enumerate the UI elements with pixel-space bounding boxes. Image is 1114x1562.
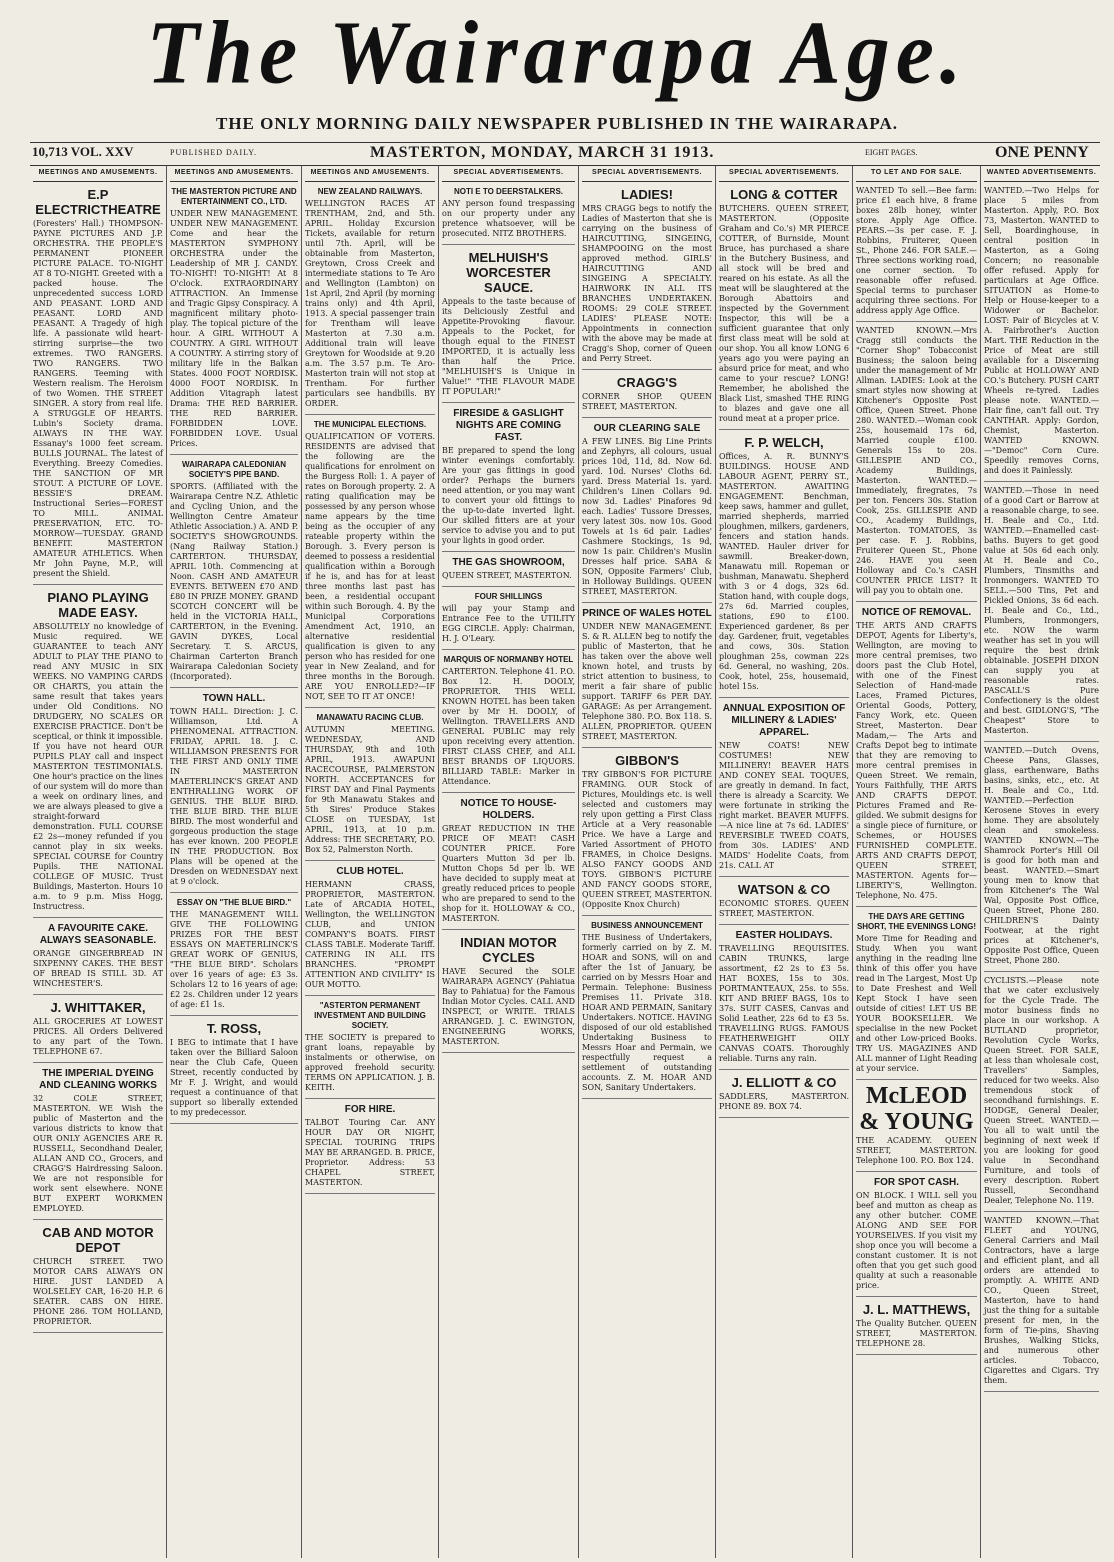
ad-heading: FOUR SHILLINGS [474,592,543,601]
column-2 [167,166,302,1558]
ad-text: WANTED.—Two Helps for place 5 miles from Masterton. Apply, P.O. Box 73, Masterton. WANTED to Sell, Boardinghouse, in central position in Masterton, as a Going Concern; no reasonable offer refused. Apply for particulars at Age Office. SITUATION as Home-to Help or House-keeper to a Widower or Bachelor. LOST: Pair of Bicycles at V. A. Fairbrother's Auction Mart. THE Reduction in the Price of Meat are still available for a Discerning Public at HOLLOWAY AND CO.'s Butchery. PUSH CART Wheels re-tyred. Ladies please note. WANTED.—Hair fine, can't fall out. Try CANTHAR. Apply: Gordon, Chemist, Masterton. WANTED KNOWN.—"Democ" Corn Cure. Speedily removes Corns, and does it Painlessly. [984,186,1099,475]
ad-text: WANTED.—Those in need of a good Cart or Barrow at a reasonable charge, to see. H. Beale and Co., Ltd. WANTED.—Enamelled cast-baths. Buyers to get good value at 50s 6d each only. At H. Beale and Co., Plumbers, Tinsmiths and Ironmongers. WANTED TO SELL.—500 Tins, Pet and Pickled Onions, 3s 6d each. H. Beale and Co., Ltd., Plumbers, Ironmongers, etc. NOW the warm weather has set in you will require the best drink obtainable. JOSEPH DIXON can supply you at reasonable rates. PASCALL'S Pure Confectionery is the oldest and best. GIDLONG'S, "The Cheapest" Store to Masterton. [984,486,1099,735]
ad-text: A FEW LINES. Big Line Prints and Zephyrs, all colours, usual prices 10d, 11d, 8d. Now 6d. yard. 10d. Nurses' Cloths 6d. yard. Dress Material 1s. yard. Children's Linen Collars 9d. now 3d. Ladies' Pinafores 9d each. Ladies' Tussore Dresses, very latest 30s. now 10s. Good Towels at 1s 6d pair. Ladies' Cashmere Stockings, 1s 9d, now 1s pair. Children's Muslin Dresses half price. SABA & SON, Opposite Farmers' Club, in Holloway Buildings. QUEEN STREET, MASTERTON. [582,437,712,596]
ad-text: Appeals to the taste because of its Deliciously Zestful and Appetite-Provoking flavour. Appeals to the Pocket, for though equal to the FINEST IMPORTED, it is actually less than half the Price. "MELHUISH'S is Unique in Value!" "THE FLAVOUR MADE IT POPULAR!" [442,297,575,396]
ad-heading: ESSAY ON "THE BLUE BIRD." [176,898,292,907]
ad-block [719,182,849,430]
ad-block [305,182,435,415]
column-heading: SPECIAL ADVERTISEMENTS. [719,166,849,182]
ad-block [442,245,575,403]
ad-heading: OUR CLEARING SALE [593,423,701,434]
ad-block [33,182,163,585]
ad-text: The Quality Butcher. QUEEN STREET, MASTERTON. TELEPHONE 28. [856,1319,977,1348]
ad-block [442,182,575,245]
ad-block [719,877,849,925]
column-3 [302,166,439,1558]
ad-heading: CAB AND MOTOR DEPOT [42,1225,154,1255]
ad-block [856,602,977,907]
ad-block [305,708,435,861]
ad-text: ON BLOCK. I WILL sell you beef and mutton as cheap as any other butcher. COME ALONG AND SEE FOR YOURSELVES. If you visit my shop once you will become a constant customer. It is not often that you get such good quality at such a reasonable price. [856,1191,977,1290]
ad-heading: GIBBON'S [615,753,679,768]
published-daily: PUBLISHED DAILY. [170,148,258,157]
ad-block [582,916,712,1099]
ad-text: THE Business of Undertakers, formerly carried on by Z. M. HOAR and SONS, will on and after the 1st of January, be carried on by Messrs Hoar and Permain. Telephone: Business Premises 11. Private 318. HOAR AND PERMAIN, Sanitary Undertakers. NOTICE. HAVING disposed of our old established Undertaking Business to Messrs Hoar and Permain, we respectfully request a settlement of outstanding accounts. Z. M. HOAR AND SON, Sanitary Undertakers. [582,933,712,1092]
ad-block [856,182,977,322]
ad-block [856,907,977,1080]
ad-heading: NOTI E TO DEERSTALKERS. [453,187,564,196]
ad-heading: LONG & COTTER [730,187,838,202]
ad-heading: NOTICE OF REMOVAL. [861,607,972,618]
ad-text: ANY person found trespassing on our property under any pretence whatsoever, will be prosecuted. NITZ BROTHERS. [442,199,575,238]
price: ONE PENNY [995,144,1089,161]
ad-heading: THE MUNICIPAL ELECTIONS. [313,420,427,429]
ad-text: ORANGE GINGERBREAD IN SIXPENNY CAKES. THE BEST OF BREAD IS STILL 3D. AT WINCHESTER'S. [33,949,163,988]
ad-text: TRY GIBBON'S FOR PICTURE FRAMING. OUR Stock of Pictures, Mouldings etc. is well selected and customers may rely upon getting a First Class Article at a Very reasonable Price. We have a Large and Varied Assortment of PHOTO FRAMES, in Choice Designs. ALSO FANCY GOODS AND TOYS. GIBBON'S PICTURE AND FANCY GOODS STORE, QUEEN STREET, MASTERTON. (Opposite Knox Church) [582,770,712,909]
ad-text: More Time for Reading and Study. When you want anything in the reading line think of this offer you have read in The Largest, Most Up to Date Freshest and Well Kept Stock I have seen outside of cities! LET US BE YOUR BOOKSELLER. We specialise in the new Pocket and other Low-priced Books. TRY US. MAGAZINES AND ALL manner of Light Reading at your service. [856,934,977,1073]
ad-block [442,793,575,930]
ad-text: THE ACADEMY. QUEEN STREET, MASTERTON. Telephone 100. P.O. Box 124. [856,1136,977,1165]
column-7 [853,166,981,1558]
ad-heading: MARQUIS OF NORMANBY HOTEL [443,655,574,664]
ad-block [984,1212,1099,1392]
ad-heading: FIRESIDE & GASLIGHT NIGHTS ARE COMING FAST. [453,408,564,443]
newspaper-subtitle: THE ONLY MORNING DAILY NEWSPAPER PUBLISHED IN THE WAIRARAPA. [215,114,899,133]
ad-block [984,972,1099,1212]
place-date: MASTERTON, MONDAY, MARCH 31 1913. [370,144,715,161]
ad-text: ALL GROCERIES AT LOWEST PRICES. All Orders Delivered to any part of the Town. TELEPHONE 67. [33,1017,163,1056]
ad-block [984,482,1099,742]
ad-text: MRS CRAGG begs to notify the Ladies of Masterton that she is carrying on the business of HAIRCUTTING, SINGEING, SHAMPOOING on the most approved method. GIRLS' HAIRCUTTING AND SINGEING A SPECIALTY. HAIRWORK IN ALL ITS BRANCHES UNDERTAKEN. ROOMS: 29 COLE STREET. LADIES' PLEASE NOTE: Appointments in connection with the above may be made at Cragg's Shop, corner of Queen and Perry Street. [582,204,712,363]
ad-heading: THE MASTERTON PICTURE AND ENTERTAINMENT CO., LTD. [171,187,297,206]
ad-block [33,995,163,1063]
ad-text: will pay your Stamp and Entrance Fee to the UTILITY EGG CIRCLE. Apply: Chairman, H. J. O'Leary. [442,604,575,643]
ad-text: THE MANAGEMENT WILL GIVE THE FOLLOWING PRIZES FOR THE BEST ESSAYS ON MAETERLINCK'S GREAT WORK OF GENIUS, "THE BLUE BIRD". Scholars over 16 years of age: £3 3s. Scholars 12 to 16 years of age: £2 2s. Children under 12 years of age: £1 1s. [170,910,298,1009]
column-1 [30,166,167,1558]
ad-block [170,688,298,893]
ad-text: AUTUMN MEETING. WEDNESDAY, AND THURSDAY, 9th and 10th APRIL, 1913. AWAPUNI RACECOURSE, PALMERSTON NORTH. ACCEPTANCES for FIRST DAY and Final Payments for 9th Manawatu Stakes and 5th Sires' Produce Stakes CLOSE on TUESDAY, 1st APRIL, 1913, at 10 p.m. Address: THE SECRETARY, P.O. Box 52, Palmerston North. [305,725,435,854]
ad-text: WANTED KNOWN.—That FLEET and YOUNG, General Carriers and Mail Contractors, have a large and efficient plant, and all orders are attended to promptly. A. WHITE AND CO., Queen Street, Masterton, have to hand just the thing for a suitable present for men, in the form of Tie-pins, Shaving Brushes, Walking Sticks, and numerous other articles. Tobacco, Cigarettes and Cigars. Try them. [984,1216,1099,1385]
ad-text: BUTCHERS. QUEEN STREET, MASTERTON. (Opposite Graham and Co.'s) MR PIERCE COTTER, of Burnside, Mount Bruce, has purchased a share in the Butchery Business, and all stock will be bred and reared on his estate. As all the meat will be slaughtered at the Borough Abattoirs and inspected by the Government Inspector, this will be a sufficient guarantee that only first class meat will be sold at our shop. You all know LONG 6 years ago you were paying an absurd price for meat, and who came to your rescue? LONG! Remember, he abolished the Black List, smashed THE RING to blazes and gave one all round meat at a proper price. [719,204,849,423]
column-heading: WANTED ADVERTISEMENTS. [984,166,1099,182]
ad-block [442,650,575,793]
ad-block [305,861,435,996]
ad-block [170,182,298,455]
ad-heading: E.P ELECTRICTHEATRE [35,187,161,217]
ad-text: WELLINGTON RACES AT TRENTHAM, 2nd, and 5th. APRIL. Holiday Excursion Tickets, available for return until 7th. April, will be obtainable from Masterton, Greytown, Cross Creek and intermediate stations to Te Aro and Wellington (Lambton) on 1st April, 2nd April (by morning trains only) and 4th April, 1913. A special passenger train for Trentham will leave Masterton at 7.30 a.m. Additional train will leave Greytown for Woodside at 9.20 a.m. The 3.57 p.m. Te Aro-Masterton train will not stop at Trentham. For further particulars see handbills. BY ORDER. [305,199,435,408]
ad-text: CORNER SHOP. QUEEN STREET, MASTERTON. [582,392,712,411]
ad-block [442,587,575,650]
ad-heading: NOTICE TO HOUSE-HOLDERS. [460,798,557,821]
column-heading: TO LET AND FOR SALE. [856,166,977,182]
ad-block [305,415,435,708]
ad-heading: F. P. WELCH, [744,435,824,450]
ad-block [582,370,712,418]
ad-text: UNDER NEW MANAGEMENT. S. & R. ALLEN beg to notify the public of Masterton, that he has taken over the above well known hotel, and trusts by strict attention to business, to merit a fair share of public support. TARIFF 6s PER DAY. GARAGE: As per Arrangement. Telephone 380. P.O. Box 118. S. ALLEN, PROPRIETOR. QUEEN STREET, MASTERTON. [582,622,712,741]
ad-text: QUEEN STREET, MASTERTON. [442,571,572,580]
ad-heading: MANAWATU RACING CLUB. [316,713,424,722]
newspaper-title: The Wairarapa Age. [146,1,968,103]
ad-block [856,322,977,602]
ad-text: CHURCH STREET. TWO MOTOR CARS ALWAYS ON HIRE. JUST LANDED A WOLSELEY CAR, 16-20 H.P. 6 SEATER. CABS ON HIRE. PHONE 286. TOM HOLLAND, PROPRIETOR. [33,1257,163,1326]
ad-block [442,552,575,587]
column-heading: SPECIAL ADVERTISEMENTS. [582,166,712,182]
ad-text: 32 COLE STREET, MASTERTON. WE Wish the public of Masterton and the various districts to know that OUR ONLY AGENCIES ARE R. RUSSELL, Secondhand Dealer, ALLAN AND CO., Grocers, and CRAGG'S Hairdressing Saloon. We are not responsible for work sent elsewhere. NONE BUT EXPERT WORKMEN EMPLOYED. [33,1094,163,1213]
ad-block [33,1220,163,1333]
ad-block [33,585,163,918]
column-4 [439,166,579,1558]
column-6 [716,166,853,1558]
ad-heading: NEW ZEALAND RAILWAYS. [317,187,423,196]
ad-text: Offices, A. R. BUNNY'S BUILDINGS. HOUSE AND LABOUR AGENT, PERRY ST., MASTERTON. AWAITING ENGAGEMENT. Benchman, keep saws, hammer and gullet, married shepherds, married ploughmen, milkers, gardeners, fencers and station hands. WANTED. Hauler driver for sawmill. Breaker-down, Manawatu mill. Ropeman or bushman, Manawatu. Shepherd with 3 or 4 dogs, 32s 6d. Station hand, with couple dogs, 27s 6d. Married couples, stations, £90 to £100. Experienced gardener, 8s per day. Gardener, fruit, vegetables and cows, 30s. Station ploughman 25s, cowman 22s 6d. General, no washing, 20s. Cook, hotel, 25s, housemaid, hotel 15s. [719,452,849,691]
ad-text: TRAVELLING REQUISITES. CABIN TRUNKS, large assortment, £2 2s to £3 5s. HAT BOXES, 15s to 30s. PORTMANTEAUX, 25s. to 55s. KIT AND BRIEF BAGS, 10s to 37s. SUIT CASES, Canvas and Solid Leather, 22s 6d to £3 5s. TRAVELLING RUGS. FAMOUS FEATHERWEIGHT OILY CANVAS COATS. Thoroughly reliable. Turns any rain. [719,944,849,1063]
column-5 [579,166,716,1558]
ad-text: HAVE Secured the SOLE WAIRARAPA AGENCY (Pahiatua Bay to Pahiatua) for the Famous Indian Motor Cycles. CALL AND INSPECT, or WRITE. TRIALS ARRANGED. J. C. EWINGTON, ENGINEERING WORKS, MASTERTON. [442,967,575,1046]
ad-block [719,925,849,1070]
dateline-bar [30,142,1100,166]
ad-block [984,182,1099,482]
ad-block [305,996,435,1099]
ad-text: TOWN HALL. Direction: J. C. Williamson, Ltd. A PHENOMENAL ATTRACTION. FRIDAY, APRIL 18. J. C. WILLIAMSON PRESENTS FOR THE FIRST AND ONLY TIME IN MASTERTON MAETERLINCK'S GREAT AND ENTHRALLING WORK OF GENIUS. THE BLUE BIRD. THE BLUE BIRD. THE BLUE BIRD. The most wonderful and gorgeous production the stage has ever known. 200 PEOPLE IN THE PRODUCTION. Box Plans will be opened at the Dresden on WEDNESDAY next at 9 o'clock. [170,707,298,886]
ad-heading: CRAGG'S [616,375,678,390]
ad-text: (Foresters' Hall.) THOMPSON-PAYNE PICTURES AND J.P. ORCHESTRA. THE PEOPLE'S PERMANENT PIONEER PICTURE PALACE. TO-NIGHT AT 8 TO-NIGHT. Greeted with a packed house. The unprecedented success LORD AND PEASANT. LORD AND PEASANT. LORD AND PEASANT. A Tragedy of high life. A passionate wild heart-stirring surprise—the two extremes. TWO RANGERS. TWO RANGERS. TWO RANGERS. Teeming with Western realism. The Heroism of two Women. THE STREET SINGER. A story from real life. A STRUGGLE OF HEARTS. Lubin's Society drama. ALWAYS IN THE WAY. Essanay's 1000 feet scream. BULLS JOURNAL. The latest of Everything. Breezy Comedies. THE SANCTION OF MR STOUT. A PICTURE OF LOVE. BESSIE'S DREAM. Instructional Series—FOREST TO MILL. ANIMAL PRESERVATION, ETC. TO-MORROW—TUESDAY. GRAND BENEFIT. MASTERTON AMATEUR ATHLETICS. When Mr John Payne, M.P., will present the Shield. [33,219,163,578]
column-heading: MEETINGS AND AMUSEMENTS. [33,166,163,182]
ad-heading: WAIRARAPA CALEDONIAN SOCIETY'S PIPE BAND. [182,460,286,479]
ad-text: WANTED.—Dutch Ovens, Cheese Pans, Glasses, glass, earthenware, Baths basins, sinks, etc., etc. At H. Beale and Co., Ltd. WANTED.—Perfection Kerosene Stoves in every home. They are absolutely clean and smokeless. WANTED KNOWN.—The Shamrock Porter's Hill Oil is good for both man and beast. WANTED.—Smart young men to know that from Kitchener's The Wal Wal, Opposite Post Office, Queen Street, Phone 280. CHILDREN'S Dainty Footwear, at the right prices at Kitchener's, Opposite Post Office, Queen Street, Phone 280. [984,746,1099,965]
ad-heading: J. ELLIOTT & CO [731,1075,837,1090]
ad-text: ABSOLUTELY no knowledge of Music required. WE GUARANTEE to teach ANY ADULT to PLAY THE PIANO to read ANY MUSIC in SIX WEEKS. NO VAMPING CARDS OR CHARTS, you attain the same result that takes years under Old Conditions. NO DRUDGERY, NO SCALES OR EXERCISE PRACTICE. Don't be sceptical, or think it impossible. If you have not heard OUR PUPILS PLAY call and inspect MASTERTON TESTIMONIALS. One hour's practice on the lines of our system will do more than a week on ordinary lines, and we are always pleased to give a straight-forward demonstration. FULL COURSE £2 2s—money refunded if you cannot play in six weeks. SPECIAL COURSE for Country Pupils. THE NATIONAL COLLEGE OF MUSIC. Trust Buildings, Masterton. Hours 10 a.m. to 9 p.m. Miss Hogg, Instructress. [33,622,163,911]
column-heading: MEETINGS AND AMUSEMENTS. [170,166,298,182]
ad-heading: FOR SPOT CASH. [873,1177,959,1188]
ad-heading: PIANO PLAYING MADE EASY. [47,590,149,620]
ad-block [170,893,298,1016]
column-8 [981,166,1102,1558]
ad-block [442,930,575,1053]
page-count: EIGHT PAGES. [865,148,918,157]
ad-text: BE prepared to spend the long winter evenings comfortably. Are your gas fittings in good order? Perhaps the burners need attention, or you may want to convert your old fittings to the up-to-date inverted light. Our skilled fitters are at your service to advise you and to put your lights in good order. [442,446,575,545]
ad-block [984,742,1099,972]
ad-heading: T. ROSS, [206,1021,262,1036]
volume-number: 10,713 VOL. XXV [32,144,134,159]
ad-block [856,1080,977,1172]
ad-text: ECONOMIC STORES. QUEEN STREET, MASTERTON. [719,899,849,918]
ad-heading: INDIAN MOTOR CYCLES [460,935,557,965]
ad-text: GREAT REDUCTION IN THE PRICE OF MEAT! CASH COUNTER PRICE. Fore Quarters Mutton 3d per lb. Mutton Chops 5d per lb. WE have decided to supply meat at greatly reduced prices to people who are prepared to send to the shop for it. HOLLOWAY & CO., MASTERTON. [442,824,575,923]
ad-text: SADDLERS, MASTERTON. PHONE 89. BOX 74. [719,1092,849,1111]
ad-heading: FOR HIRE. [344,1104,396,1115]
ad-block [719,430,849,698]
ad-block [582,418,712,603]
ad-block [582,603,712,748]
column-heading: SPECIAL ADVERTISEMENTS. [442,166,575,182]
ad-text: NEW COATS! NEW COSTUMES! NEW MILLINERY! BEAVER HATS AND CONEY SEAL TOQUES, are greatly in demand. In fact, there is already a Scarcity. We were fortunate in striking the right market. BEAVER MUFFS.—A nice line at 7s 6d. LADIES' REVERSIBLE TWEED COATS, from 30s. LADIES' AND MAIDS' Hodelite Coats, from 21s. CALL AT [719,741,849,870]
ad-heading: PRINCE OF WALES HOTEL [582,608,712,619]
ad-heading: ANNUAL EXPOSITION OF MILLINERY & LADIES' APPAREL. [722,703,846,738]
ad-block [442,403,575,552]
ad-block [170,1016,298,1124]
ad-text: CYCLISTS.—Please note that we cater exclusively for the Cycle Trade. The motor business finds no place in our workshop. A BUTLAND proprietor, Revolution Cycle Works, Queen Street. FOR SALE, at less than wholesale cost, Travellers' Samples, reduced for two weeks. Also tremendous stock of secondhand furnishings. E. HODGE, General Dealer, Queen Street. WANTED.—You all to wait until the beginning of next week if you are looking for good value in Secondhand Furniture, and tools of every description. Robert Russell, Secondhand Dealer, Telephone No. 119. [984,976,1099,1205]
ad-heading: "ASTERTON PERMANENT INVESTMENT AND BUILDING SOCIETY. [314,1001,426,1030]
ad-heading: BUSINESS ANNOUNCEMENT [591,921,703,930]
ad-heading: WATSON & CO [737,882,831,897]
ad-block [582,748,712,916]
ad-text: THE SOCIETY is prepared to grant loans, repayable by instalments or otherwise, on approved freehold security. TERMS ON APPLICATION. J. B. KEITH. [305,1033,435,1092]
ad-heading: J. WHITTAKER, [50,1000,146,1015]
ad-block [582,182,712,370]
ad-block [170,455,298,688]
ad-block [33,918,163,995]
ad-block [33,1063,163,1220]
ad-text: THE ARTS AND CRAFTS DEPOT, Agents for Liberty's, Wellington, are moving to more central premises, two doors past the Club Hotel, with one of the Finest Selection of Hand-made Laces, Framed Pictures, Oriental Goods, Pottery, Fancy Work, etc. Queen Street, Masterton. Dear Madam,— The Arts and Crafts Depot beg to intimate that they are removing to more central premises in Queen Street. We remain, Yours Faithfully, THE ARTS AND CRAFTS DEPOT. Pictures Framed and Re-gilded. We submit designs for a single piece of furniture, or Schemes, or HOUSES FURNISHED COMPLETE. ARTS AND CRAFTS DEPOT, QUEEN STREET, MASTERTON. Agents for— LIBERTY'S, Wellington. Telephone, No. 475. [856,621,977,900]
masthead [0,0,1114,112]
ad-heading: THE IMPERIAL DYEING AND CLEANING WORKS [39,1068,157,1091]
ad-heading: THE DAYS ARE GETTING SHORT, THE EVENINGS LONG! [856,912,977,931]
ad-heading: LADIES! [621,187,673,202]
ad-heading: THE GAS SHOWROOM, [452,557,565,568]
ad-text: WANTED To sell.—Bee farm: price £1 each hive, 8 frame boxes 28lb honey, winter store. Apply Age Office. PEARS.—3s per case. F. J. Robbins, Fruiterer, Queen St., Phone 246. FOR SALE.—Three sections working road, one corner section. To reasonable offer refused. Special terms to purchaser acquiring three sections. For address apply Age Office. [856,186,977,315]
ad-block [719,1070,849,1118]
ad-text: UNDER NEW MANAGEMENT. UNDER NEW MANAGEMENT. Come and hear the MASTERTON SYMPHONY ORCHESTRA under the Leadership of MR J. CANDY. TO-NIGHT! TO-NIGHT! At 8 O'clock. EXTRAORDINARY ATTRACTION. An Immense and Tragic Gipsy Conspiracy. A magnificent military photo-play. The topical picture of the hour. A GIRL WITHOUT A COUNTRY. A GIRL WITHOUT A COUNTRY. A stirring story of military life in the Balkan States. 4000 FOOT NORDISK. 4000 FOOT NORDISK. In Addition Vitagraph latest Drama: THE RED BARRIER. THE RED BARRIER. FORBIDDEN LOVE. FORBIDDEN LOVE. Usual Prices. [170,209,298,448]
ad-heading: J. L. MATTHEWS, [862,1302,971,1317]
ad-text: HERMANN CRASS, PROPRIETOR, MASTERTON. Late of ARCADIA HOTEL, Wellington, the WELLINGTON CLUB, and UNION COMPANY'S BOATS. FIRST CLASS TABLE. Moderate Tariff. CATERING IN ALL ITS BRANCHES. "PROMPT ATTENTION AND CIVILITY" IS OUR MOTTO. [305,880,435,989]
ad-text: CARTERTON. Telephone 41. P.O. Box 12. H. DOOLY, PROPRIETOR. THIS WELL KNOWN HOTEL has been taken over by Mr H. DOOLY, of Wellington. TRAVELLERS AND GENERAL PUBLIC may rely upon receiving every attention. FIRST CLASS CHEF, and ALL BEST BRANDS OF LIQUORS. BILLIARD TABLE: Marker in Attendance. [442,667,575,786]
ad-text: I BEG to intimate that I have taken over the Billiard Saloon near the Club Cafe, Queen Street, recently conducted by Mr F. J. Wright, and would request a continuance of that support so liberally extended to my predecessor. [170,1038,298,1117]
ad-text: TALBOT Touring Car. ANY HOUR DAY OR NIGHT, SPECIAL TOURING TRIPS MAY BE ARRANGED. B. PRICE, Proprietor. Address: 53 CHAPEL STREET, MASTERTON. [305,1118,435,1187]
ad-text: SPORTS. (Affiliated with the Wairarapa Centre N.Z. Athletic and Cycling Union, and the Wellington Centre Amateur Athletic Association.) A. AND P. SOCIETY'S SHOWGROUNDS. (Nang Railway Station.) CARTERTON. THURSDAY, APRIL 10th. Commencing at Noon. CASH AND AMATEUR EVENTS. BETWEEN £70 AND £80 IN PRIZE MONEY. GRAND SCOTCH CONCERT will be held in the VICTORIA HALL, CARTERTON, in the Evening. GAVIN DYKES, Local Secretary. T. S. ARCUS, Chairman Carterton Branch Wairarapa Caledonian Society (Incorporated). [170,482,298,681]
ad-heading: TOWN HALL. [202,693,266,704]
ad-block [305,1099,435,1194]
ad-block [719,698,849,877]
ad-heading: McLEOD & YOUNG [859,1083,974,1135]
ad-block [856,1172,977,1297]
ad-heading: CLUB HOTEL. [336,866,404,877]
ad-heading: MELHUISH'S WORCESTER SAUCE. [466,250,551,295]
ad-text: WANTED KNOWN.—Mrs Cragg still conducts the "Corner Shop" Tobacconist Business; the saloon being under the management of Mr Allman. LADIES: Look at the smart styles now showing at Kitchener's Opposite Post Office, Queen Street. Phone 280. WANTED.—Woman cook 25s, housemaid 17s 6d, Married couple £100. Generals 15s to 20s. GILLESPIE AND CO., Academy Buildings, Masterton. WANTED.—Immediately, firegrates, 7s per ton. Fencers 30s. Station Cook, 25s. GILLESPIE AND CO., Academy Buildings, Masterton. TOMATOES, 3s per case. F. J. Robbins, Fruiterer Queen St., Phone 246. HAVE you seen Holloway and Co.'s CASH COUNTER PRICE LIST? It will pay you to obtain one. [856,326,977,595]
ad-heading: A FAVOURITE CAKE. ALWAYS SEASONABLE. [39,923,157,946]
ad-text: QUALIFICATION OF VOTERS. RESIDENTS are advised that the following are the qualifications for enrolment on the Burgess Roll: 1. A payer of rates on Borough property. 2. A rating qualification may be possessed by any person whose name appears by the time being as the occupier of any rateable property within the Borough. 3. Every person is deemed to possess a residential qualification within a Borough if he is, and has for at least three months last past has been, a residential occupant within such Borough. 4. By the Municipal Corporations Amendment Act, 1910, an alternative residential qualification is given to any person who has resided for one year in New Zealand, and for three months in the Borough. ARE YOU ENROLLED?—IF NOT, SEE TO IT AT ONCE! [305,432,435,701]
column-heading: MEETINGS AND AMUSEMENTS. [305,166,435,182]
ad-heading: EASTER HOLIDAYS. [735,930,833,941]
ad-block [856,1297,977,1355]
